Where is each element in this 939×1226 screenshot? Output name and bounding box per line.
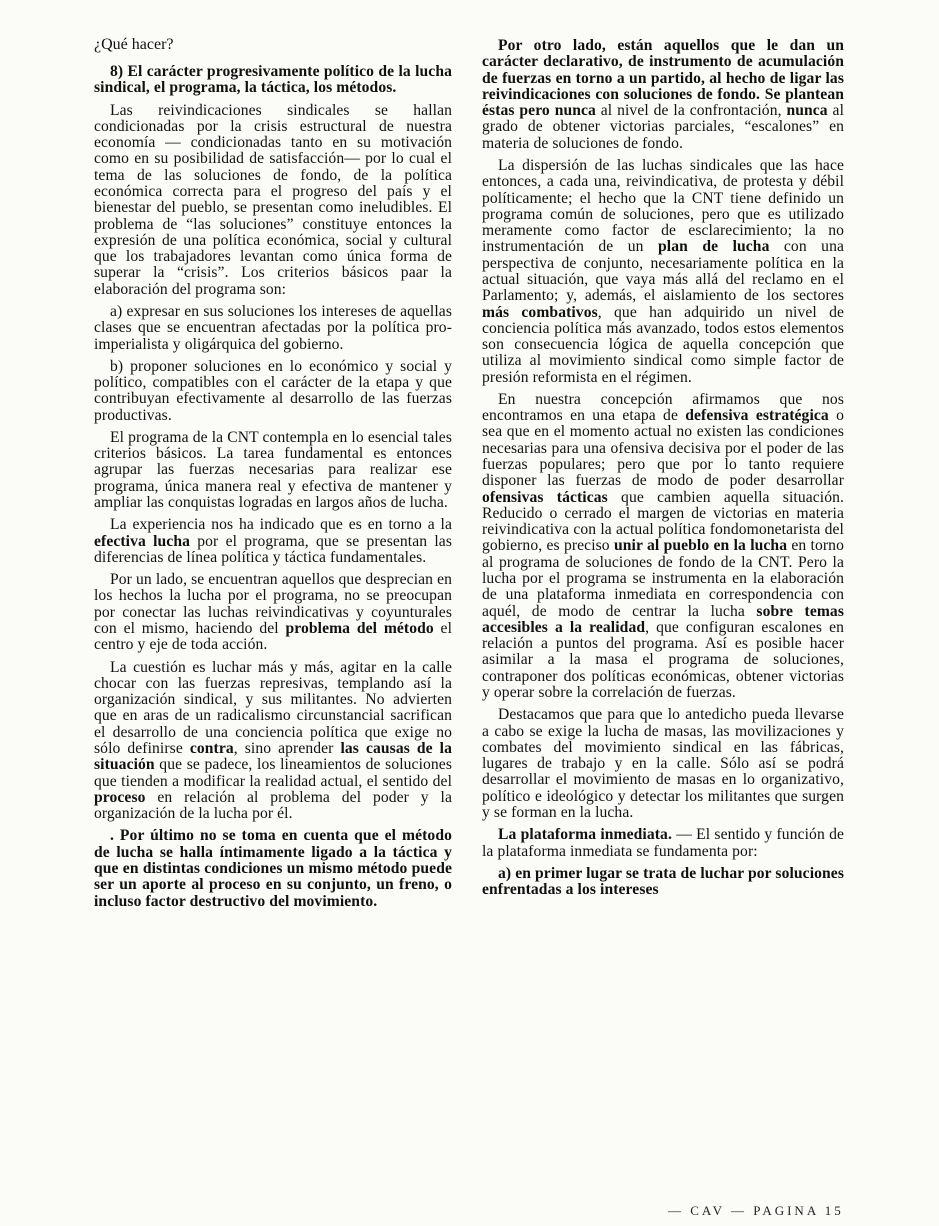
emphasis: efectiva lucha bbox=[94, 532, 191, 550]
emphasis: plan de lucha bbox=[658, 238, 770, 256]
emphasis: problema del método bbox=[285, 620, 434, 637]
paragraph-bold: . Por último no se toma en cuenta que el método de lucha se halla íntimamente ligado a la táctica y que en distintas condiciones un mismo método puede ser un aporte al proceso en su conjunto, un freno, o incluso factor destructivo del movimiento. bbox=[94, 827, 452, 910]
paragraph: En nuestra concepción afirmamos que nos encontramos en una etapa de defensiva estratégica o sea que en el momento actual no existen las condiciones necesarias para una ofensiva decisiva por el poder de las fuerzas populares; pero que por lo tanto requiere disponer las fuerzas de modo de poder desarrollar ofensivas tácticas que cambien aquella situación. Reducido o cerrado el margen de victorias en materia reivindicativa con la actual política fondomonetarista del gobierno, es preciso unir al pueblo en la lucha en torno al programa de soluciones de fondo de la CNT. Pero la lucha por el programa se instrumenta en la elaboración de una plataforma inmediata en correspondencia con aquél, de modo de centrar la lucha sobre temas accesibles a la realidad, que configuran escalones en relación a puntos del programa. Así es posible hacer asimilar a la masa el programa de soluciones, contraponer dos políticas económicas, obtener victorias y operar sobre la correlación de fuerzas. bbox=[482, 390, 844, 701]
left-column bbox=[94, 64, 452, 916]
emphasis: proceso bbox=[94, 788, 146, 806]
paragraph: Destacamos que para que lo antedicho pueda llevarse a cabo se exige la lucha de masas, las movilizaciones y combates del movimiento sindical en las fábricas, lugares de trabajo y en la calle. Sólo así se podrá desarrollar el movimiento de masas en lo organizativo, político e ideológico y detectar los militantes que surgen y se forman en la lucha. bbox=[482, 706, 844, 821]
paragraph: La experiencia nos ha indicado que es en torno a la efectiva lucha por el programa, que se presentan las diferencias de línea política y táctica fundamentales. bbox=[94, 516, 452, 566]
list-item-a: a) expresar en sus soluciones los intereses de aquellas clases que se encuentran afectadas por la política pro-imperialista y oligárquica del gobierno. bbox=[94, 302, 452, 353]
paragraph: Las reivindicaciones sindicales se hallan condicionadas por la crisis estructural de nuestra economía — condicionadas tanto en su motivación como en su posibilidad de satisfacción— por lo cual el tema de las soluciones de fondo, de la política económica correcta para el progreso del país y el bienestar del pueblo, se presentan como ineludibles. El problema de “las soluciones” constituye entonces la expresión de una política económica, social y cultural que los trabajadores levantan como única forma de superar la “crisis”. Los criterios básicos paar la elaboración del programa son: bbox=[94, 101, 452, 298]
section-heading: 8) El carácter progresivamente político de la lucha sindical, el programa, la táctica, los métodos. bbox=[94, 63, 452, 97]
paragraph-bold: a) en primer lugar se trata de luchar por soluciones enfrentadas a los intereses bbox=[482, 864, 844, 899]
paragraph: Por un lado, se encuentran aquellos que desprecian en los hechos la lucha por el programa, no se preocupan por conectar las luchas reivindicativas y coyunturales con el mismo, haciendo del problema del método el centro y eje de toda acción. bbox=[94, 571, 453, 654]
emphasis: más combativos bbox=[482, 303, 598, 321]
paragraph: El programa de la CNT contempla en lo esencial tales criterios básicos. La tarea fundamental es entonces agrupar las fuerzas necesarias para realizar ese programa, única manera real y efectiva de mantener y ampliar las conquistas logradas en largos años de lucha. bbox=[94, 428, 452, 512]
subheading: La plataforma inmediata. bbox=[498, 826, 672, 844]
emphasis: unir al pueblo en la lucha bbox=[613, 537, 788, 555]
page-footer: — CAV — PAGINA 15 bbox=[668, 1203, 844, 1218]
emphasis: ofensivas tácticas bbox=[482, 488, 608, 506]
paragraph: La cuestión es luchar más y más, agitar en la calle chocar con las fuerzas represivas, templando así la organización sindical, y sus militantes. No advierten que en aras de un radicalismo circunstancial sacrifican el desarrollo de una conciencia política que exige no sólo definirse contra, sino aprender las causas de la situación que se padece, los lineamientos de soluciones que tienden a modificar la realidad actual, el sentido del proceso en relación al problema del poder y la organización de la lucha por él. bbox=[94, 658, 452, 823]
emphasis: nunca bbox=[786, 102, 828, 120]
running-head: ¿Qué hacer? bbox=[94, 36, 174, 53]
paragraph: La dispersión de las luchas sindicales que las hace entonces, a cada una, reivindicativa, de protesta y débil políticamente; el hecho que la CNT tiene definido un programa común de soluciones, pero que es utilizado meramente como factor de esclarecimiento; la no instrumentación de un plan de lucha con una perspectiva de conjunto, necesariamente política en la actual situación, que vaya más allá del reclamo en el Parlamento; y, además, el aislamiento de los sectores más combativos, que han adquirido un nivel de conciencia política más avanzado, todos estos elementos son consecuencia lógica de aquella concepción que utiliza al movimiento sindical como simple factor de presión reformista en el régimen. bbox=[482, 156, 844, 386]
list-item-b: b) proponer soluciones en lo económico y social y político, compatibles con el carácter de la etapa y que contribuyan efectivamente al desarrollo de las fuerzas productivas. bbox=[94, 357, 452, 424]
emphasis: defensiva estratégica bbox=[685, 407, 829, 425]
paragraph: La plataforma inmediata. — El sentido y función de la plataforma inmediata se fundamenta por: bbox=[482, 826, 844, 860]
paragraph: Por otro lado, están aquellos que le dan un carácter declarativo, de instrumento de acumulación de fuerzas en torno a un partido, al hecho de ligar las reivindicaciones con soluciones de fondo. Se plantean éstas pero nunca al nivel de la confrontación, nunca al grado de obtener victorias parciales, “escalones” en materia de soluciones de fondo. bbox=[482, 37, 845, 152]
emphasis: sobre temas accesibles a la realidad bbox=[482, 602, 844, 636]
emphasis: nunca bbox=[554, 102, 596, 120]
emphasis: contra bbox=[189, 739, 234, 757]
right-column bbox=[482, 38, 844, 904]
emphasis: las causas de la situación bbox=[94, 739, 452, 774]
